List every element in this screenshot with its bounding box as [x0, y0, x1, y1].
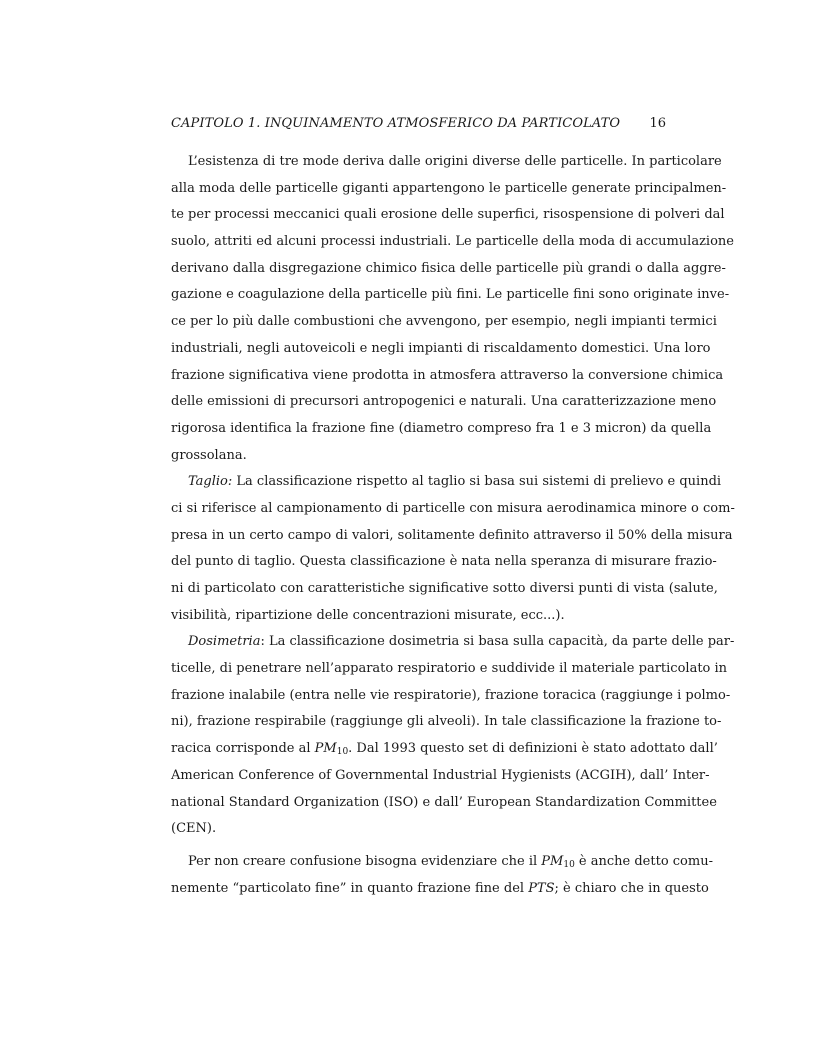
text-line: industriali, negli autoveicoli e negli impianti di riscaldamento domestici. Una loro — [171, 340, 711, 356]
text-line: gazione e coagulazione della particelle più fini. Le particelle fini sono originate inve- — [171, 287, 730, 303]
text-line: frazione significativa viene prodotta in atmosfera attraverso la conversione chimica — [171, 367, 724, 383]
text-line: American Conference of Governmental Industrial Hygienists (ACGIH), dall’ Inter- — [171, 767, 710, 783]
body-text — [171, 149, 735, 902]
page-number: 16 — [649, 116, 666, 131]
text-line: presa in un certo campo di valori, solitamente definito attraverso il 50% della misura — [171, 527, 733, 543]
text-line: Per non creare confusione bisogna evidenziare che il $PM_{10}$ è anche detto comu- — [188, 853, 713, 870]
text-line: ni), frazione respirabile (raggiunge gli alveoli). In tale classificazione la frazione to- — [171, 714, 722, 730]
term-taglio: Taglio: — [188, 474, 233, 490]
pm10-symbol: PM — [541, 853, 564, 869]
text-line: nemente “particolato fine” in quanto frazione fine del PTS; è chiaro che in questo — [171, 880, 709, 896]
text-line: ni di particolato con caratteristiche significative sotto diversi punti di vista (salute, — [171, 581, 718, 596]
text-line: Dosimetria: La classificazione dosimetria si basa sulla capacità, da parte delle par- — [188, 634, 735, 650]
text-line: grossolana. — [171, 447, 247, 463]
text-line: del punto di taglio. Questa classificazione è nata nella speranza di misurare frazio- — [171, 554, 717, 570]
text-line: alla moda delle particelle giganti appartengono le particelle generate principalmen- — [171, 180, 727, 196]
text-line: ticelle, di penetrare nell’apparato respiratorio e suddivide il materiale particolato in — [171, 661, 728, 677]
text-line: derivano dalla disgregazione chimico fisica delle particelle più grandi o dalla aggre- — [171, 260, 726, 276]
chapter-title: CAPITOLO 1. INQUINAMENTO ATMOSFERICO DA PARTICOLATO — [171, 116, 621, 131]
text-line: te per processi meccanici quali erosione delle superfici, risospensione di polveri dal — [171, 207, 725, 223]
text-line: national Standard Organization (ISO) e dall’ European Standardization Committee — [171, 794, 717, 810]
text-line: (CEN). — [171, 821, 217, 837]
running-header — [171, 116, 666, 136]
paragraph-dosimetria — [171, 629, 735, 843]
text-line: ci si riferisce al campionamento di particelle con misura aerodinamica minore o com- — [171, 500, 735, 516]
text-line: racica corrisponde al $PM_{10}$. Dal 1993 questo set di definizioni è stato adottato dall’ — [171, 741, 718, 758]
term-dosimetria: Dosimetria — [188, 634, 261, 650]
paragraph-mode-origins — [171, 149, 734, 469]
pm10-symbol: PM — [314, 741, 337, 757]
text-line: visibilità, ripartizione delle concentrazioni misurate, ecc...). — [171, 607, 565, 623]
text-line: delle emissioni di precursori antropogenici e naturali. Una caratterizzazione meno — [171, 394, 717, 410]
text-line: frazione inalabile (entra nelle vie respiratorie), frazione toracica (raggiunge i polmo- — [171, 687, 731, 703]
text-line: ce per lo più dalle combustioni che avvengono, per esempio, negli impianti termici — [171, 314, 717, 330]
pts-symbol: PTS — [528, 880, 555, 896]
text-line: suolo, attriti ed alcuni processi industriali. Le particelle della moda di accumulazione — [171, 234, 734, 250]
paragraph-taglio — [171, 469, 735, 629]
paragraph-pm10-note — [171, 849, 713, 902]
text-line: Taglio: La classificazione rispetto al taglio si basa sui sistemi di prelievo e quindi — [188, 474, 722, 490]
text-line: L’esistenza di tre mode deriva dalle origini diverse delle particelle. In particolare — [188, 154, 722, 169]
text-line: rigorosa identifica la frazione fine (diametro compreso fra 1 e 3 micron) da quella — [171, 420, 712, 436]
